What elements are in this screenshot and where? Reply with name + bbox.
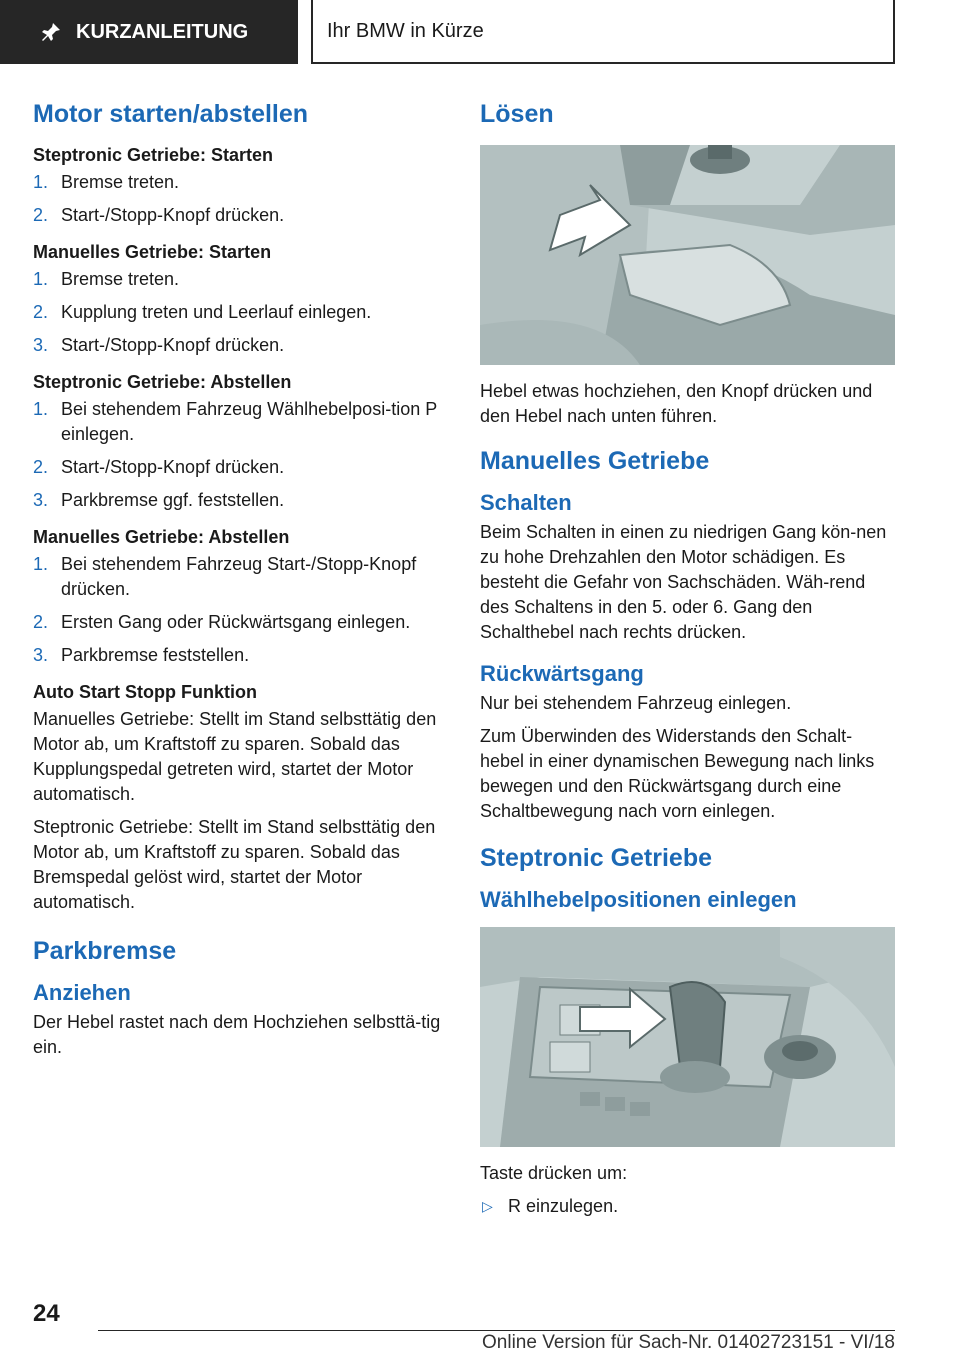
parking-brake-image bbox=[480, 145, 895, 365]
rueck-text-1: Nur bei stehendem Fahrzeug einlegen. bbox=[480, 693, 792, 713]
chapter-header bbox=[311, 0, 895, 64]
subheading-rueckwaertsgang: Rückwärtsgang bbox=[480, 661, 644, 686]
group-heading: Manuelles Getriebe: Starten bbox=[33, 242, 272, 262]
schalten-text: Beim Schalten in einen zu niedrigen Gang kön-nen zu hohe Drehzahlen den Motor schädigen. Es besteht die Gefahr von Sachschäden. Wäh-rend des Schaltens in den 5. oder 6. Gang den Schalthebel nach rechts drücken. bbox=[480, 522, 887, 642]
list-item: 2. Kupplung treten und Leerlauf einlegen. bbox=[33, 302, 372, 322]
autostart-text-manual: Manuelles Getriebe: Stellt im Stand selbsttätig den Motor ab, um Kraftstoff zu sparen. Sobald das Kupplungspedal getreten wird, startet der Motor automatisch. bbox=[33, 709, 437, 804]
list-item: 2. Ersten Gang oder Rückwärtsgang einlegen. bbox=[33, 612, 411, 632]
autostart-heading: Auto Start Stopp Funktion bbox=[33, 682, 257, 702]
parking-brake-illustration bbox=[480, 145, 895, 365]
section-heading-parkbremse: Parkbremse bbox=[33, 937, 177, 965]
loesen-caption: Hebel etwas hochziehen, den Knopf drücken und den Hebel nach unten führen. bbox=[480, 381, 873, 426]
list-item: 3. Parkbremse ggf. feststellen. bbox=[33, 490, 285, 510]
list-item: 1. Bei stehendem Fahrzeug Wählhebelposi-tion P einlegen. bbox=[33, 399, 437, 444]
subheading-schalten: Schalten bbox=[480, 490, 572, 515]
bullet-list bbox=[480, 1194, 895, 1219]
list-item: 3. Start-/Stopp-Knopf drücken. bbox=[33, 335, 285, 355]
anziehen-text: Der Hebel rastet nach dem Hochziehen selbsttä-tig ein. bbox=[33, 1012, 441, 1057]
section-title: KURZANLEITUNG bbox=[76, 20, 249, 43]
left-column bbox=[33, 100, 448, 1068]
list-item: 1. Bremse treten. bbox=[33, 269, 180, 289]
page-number: 24 bbox=[33, 1300, 60, 1327]
step-list bbox=[33, 267, 448, 358]
steptronic-caption: Taste drücken um: bbox=[480, 1163, 628, 1183]
list-item: 2. Start-/Stopp-Knopf drücken. bbox=[33, 205, 285, 225]
chapter-title: Ihr BMW in Kürze bbox=[327, 19, 484, 42]
subheading-anziehen: Anziehen bbox=[33, 980, 131, 1005]
section-heading-manuell: Manuelles Getriebe bbox=[480, 447, 710, 475]
list-item: ▷ R einzulegen. bbox=[480, 1194, 895, 1219]
group-heading: Steptronic Getriebe: Starten bbox=[33, 145, 274, 165]
step-list bbox=[33, 397, 448, 513]
step-list bbox=[33, 552, 448, 668]
list-item: 2. Start-/Stopp-Knopf drücken. bbox=[33, 457, 285, 477]
step-list bbox=[33, 170, 448, 228]
selector-lever-illustration bbox=[480, 927, 895, 1147]
section-heading-steptronic: Steptronic Getriebe bbox=[480, 844, 712, 872]
group-heading: Manuelles Getriebe: Abstellen bbox=[33, 527, 290, 547]
triangle-bullet-icon: ▷ bbox=[482, 1198, 493, 1214]
rueck-text-2: Zum Überwinden des Widerstands den Schalt-hebel in einer dynamischen Bewegung nach links bewegen und den Rückwärtsgang durch eine Schaltbewegung nach vorn einlegen. bbox=[480, 726, 875, 821]
list-item: 1. Bei stehendem Fahrzeug Start-/Stopp-Knopf drücken. bbox=[33, 554, 417, 599]
section-heading-motor: Motor starten/abstellen bbox=[33, 100, 309, 128]
group-heading: Steptronic Getriebe: Abstellen bbox=[33, 372, 292, 392]
list-item: 1. Bremse treten. bbox=[33, 172, 180, 192]
selector-lever-image bbox=[480, 927, 895, 1147]
subheading-waehlhebel: Wählhebelpositionen einlegen bbox=[480, 887, 797, 912]
autostart-text-steptronic: Steptronic Getriebe: Stellt im Stand selbsttätig den Motor ab, um Kraftstoff zu sparen. Sobald das Bremspedal gelöst wird, startet der Motor automatisch. bbox=[33, 817, 436, 912]
footer-divider bbox=[98, 1330, 895, 1331]
right-column bbox=[480, 100, 895, 1219]
section-tab[interactable] bbox=[0, 0, 298, 64]
footer-version: Online Version für Sach-Nr. 01402723151 - VI/18 bbox=[482, 1332, 895, 1353]
section-heading-loesen: Lösen bbox=[480, 100, 554, 128]
pin-icon bbox=[40, 21, 62, 43]
list-item: 3. Parkbremse feststellen. bbox=[33, 645, 250, 665]
